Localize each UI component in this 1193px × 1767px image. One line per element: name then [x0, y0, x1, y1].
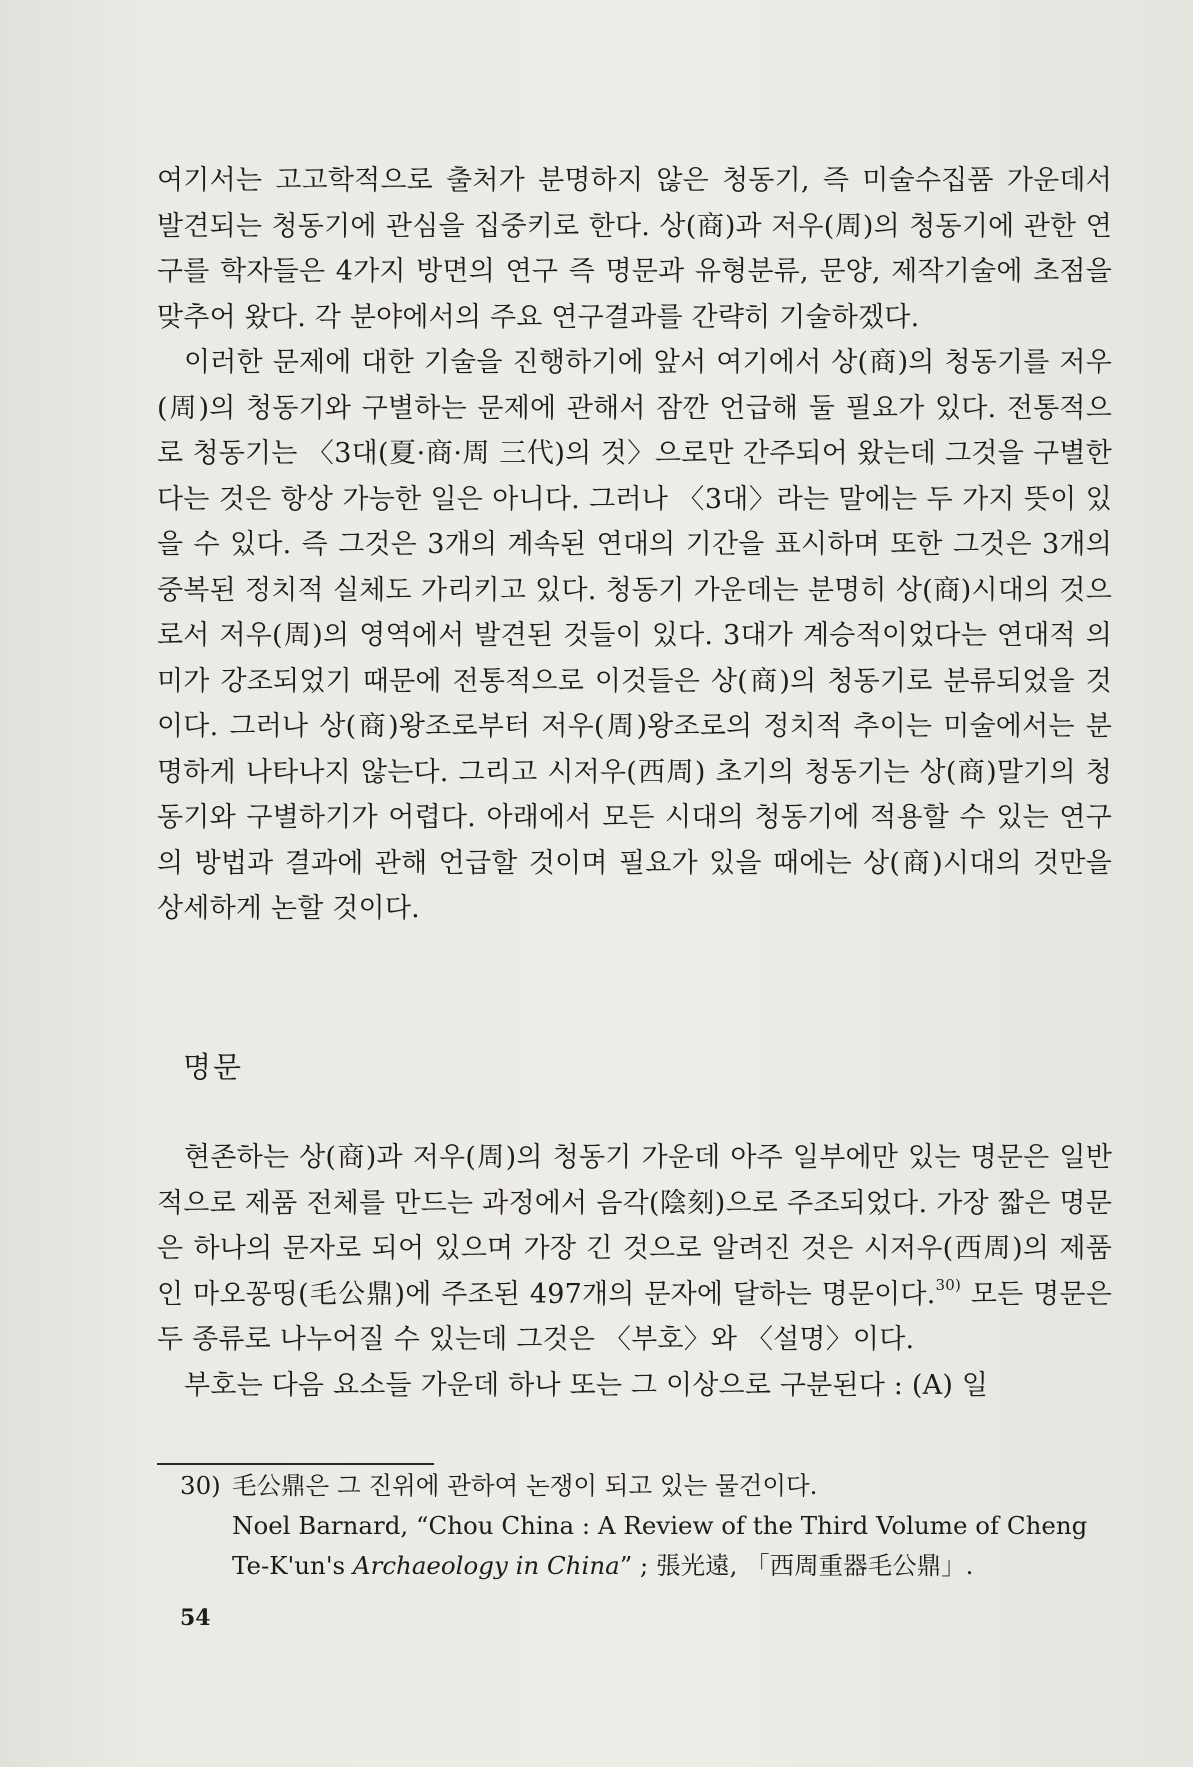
intro-paragraph-1: 여기서는 고고학적으로 출처가 분명하지 않은 청동기, 즉 미술수집품 가운데서 발견되는 청동기에 관심을 집중키로 한다. 상(商)과 저우(周)의 청동기에 관한 연구를 학자들은 4가지 방면의 연구 즉 명문과 유형분류, 문양, 제작기술에 초점을 맞추어 왔다. 각 분야에서의 주요 연구결과를 간략히 기술하겠다. [157, 165, 1112, 333]
section-heading: 명문 [183, 1050, 244, 1084]
intro-section [157, 158, 1112, 932]
footnote-30 [180, 1466, 1115, 1586]
footnote-divider [157, 1463, 434, 1465]
inscription-text-part-1: 현존하는 상(商)과 저우(周)의 청동기 가운데 아주 일부에만 있는 명문은 일반적으로 제품 전체를 만드는 과정에서 음각(陰刻)으로 주조되었다. 가장 짧은 명문은 하나의 문자로 되어 있으며 가장 긴 것으로 알려진 것은 시저우(西周)의 제품인 마오꽁띵(毛公鼎)에 주조된 497개의 문자에 달하는 명문이다. [157, 1142, 1112, 1310]
footnote-book-title: Archaeology in China [352, 1551, 620, 1580]
inscription-paragraph-2: 부호는 다음 요소들 가운데 하나 또는 그 이상으로 구분된다 : (A) 일 [184, 1369, 989, 1401]
inscription-text-part-2: 모든 명문은 두 종류로 나누어질 수 있는데 그것은 〈부호〉와 〈설명〉이다. [157, 1278, 1112, 1355]
inscription-section [157, 1135, 1112, 1408]
footnote-line-1 [180, 1466, 1115, 1506]
intro-paragraph-2: 이러한 문제에 대한 기술을 진행하기에 앞서 여기에서 상(商)의 청동기를 저우(周)의 청동기와 구별하는 문제에 관해서 잠깐 언급해 둘 필요가 있다. 전통적으로 청동기는 〈3대(夏·商·周 三代)의 것〉으로만 간주되어 왔는데 그것을 구별한다는 것은 항상 가능한 일은 아니다. 그러나 〈3대〉라는 말에는 두 가지 뜻이 있을 수 있다. 즉 그것은 3개의 계속된 연대의 기간을 표시하며 또한 그것은 3개의 중복된 정치적 실체도 가리키고 있다. 청동기 가운데는 분명히 상(商)시대의 것으로서 저우(周)의 영역에서 발견된 것들이 있다. 3대가 계승적이었다는 연대적 의미가 강조되었기 때문에 전통적으로 이것들은 상(商)의 청동기로 분류되었을 것이다. 그러나 상(商)왕조로부터 저우(周)왕조로의 정치적 추이는 미술에서는 분명하게 나타나지 않는다. 그리고 시저우(西周) 초기의 청동기는 상(商)말기의 청동기와 구별하기가 어렵다. 아래에서 모든 시대의 청동기에 적용할 수 있는 연구의 방법과 결과에 관해 언급할 것이며 필요가 있을 때에는 상(商)시대의 것만을 상세하게 논할 것이다. [157, 347, 1112, 924]
footnote-author-possessive: Te-K'un's [232, 1551, 353, 1580]
footnote-line-2: Noel Barnard, “Chou China : A Review of the Third Volume of Cheng [232, 1511, 1088, 1540]
footnote-line-3 [180, 1546, 1115, 1586]
footnote-citation-tail: ” ; 張光遠, 「西周重器毛公鼎」. [619, 1551, 974, 1580]
footnote-number: 30) [180, 1471, 221, 1500]
footnote-text-1: 毛公鼎은 그 진위에 관하여 논쟁이 되고 있는 물건이다. [232, 1471, 818, 1500]
footnote-reference: 30) [935, 1275, 962, 1294]
page-number: 54 [180, 1605, 211, 1631]
inscription-paragraph-1 [157, 1135, 1112, 1363]
